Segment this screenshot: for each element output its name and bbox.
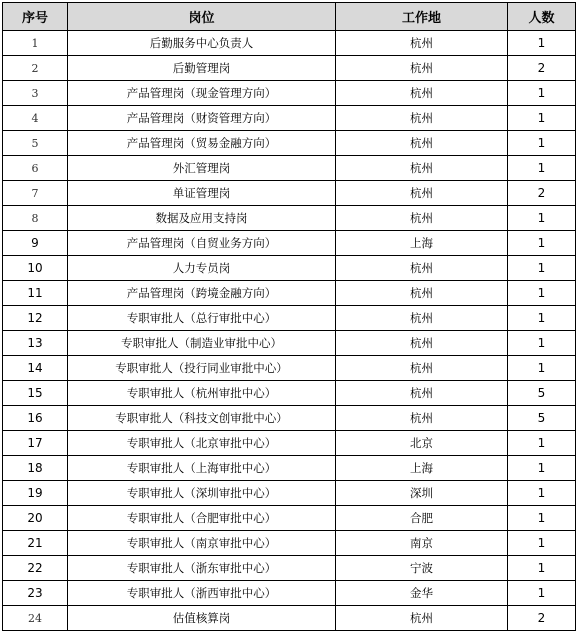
cell-index: 2 bbox=[3, 56, 68, 81]
cell-count: 5 bbox=[508, 381, 576, 406]
table-row bbox=[3, 106, 576, 131]
cell-count: 1 bbox=[508, 131, 576, 156]
cell-index: 13 bbox=[3, 331, 68, 356]
cell-location: 杭州 bbox=[336, 31, 508, 56]
cell-position: 外汇管理岗 bbox=[68, 156, 336, 181]
cell-count: 1 bbox=[508, 231, 576, 256]
table-row bbox=[3, 456, 576, 481]
cell-location: 杭州 bbox=[336, 206, 508, 231]
cell-position: 专职审批人（投行同业审批中心） bbox=[68, 356, 336, 381]
header-location: 工作地 bbox=[336, 3, 508, 31]
table-row bbox=[3, 231, 576, 256]
cell-position: 产品管理岗（财资管理方向） bbox=[68, 106, 336, 131]
cell-position: 专职审批人（科技文创审批中心） bbox=[68, 406, 336, 431]
cell-index: 5 bbox=[3, 131, 68, 156]
table-row bbox=[3, 131, 576, 156]
cell-position: 人力专员岗 bbox=[68, 256, 336, 281]
cell-position: 专职审批人（总行审批中心） bbox=[68, 306, 336, 331]
job-table-container bbox=[2, 2, 576, 631]
cell-location: 杭州 bbox=[336, 281, 508, 306]
cell-location: 杭州 bbox=[336, 56, 508, 81]
cell-index: 1 bbox=[3, 31, 68, 56]
cell-count: 1 bbox=[508, 356, 576, 381]
cell-index: 15 bbox=[3, 381, 68, 406]
header-count: 人数 bbox=[508, 3, 576, 31]
cell-count: 1 bbox=[508, 256, 576, 281]
cell-count: 1 bbox=[508, 581, 576, 606]
cell-location: 南京 bbox=[336, 531, 508, 556]
cell-position: 数据及应用支持岗 bbox=[68, 206, 336, 231]
cell-position: 产品管理岗（跨境金融方向） bbox=[68, 281, 336, 306]
table-row bbox=[3, 381, 576, 406]
cell-count: 1 bbox=[508, 556, 576, 581]
cell-index: 17 bbox=[3, 431, 68, 456]
table-row bbox=[3, 581, 576, 606]
cell-position: 后勤服务中心负责人 bbox=[68, 31, 336, 56]
cell-index: 16 bbox=[3, 406, 68, 431]
cell-position: 后勤管理岗 bbox=[68, 56, 336, 81]
cell-location: 杭州 bbox=[336, 356, 508, 381]
cell-location: 杭州 bbox=[336, 106, 508, 131]
cell-index: 18 bbox=[3, 456, 68, 481]
job-table bbox=[2, 2, 576, 631]
cell-count: 1 bbox=[508, 481, 576, 506]
cell-position: 专职审批人（合肥审批中心） bbox=[68, 506, 336, 531]
cell-location: 合肥 bbox=[336, 506, 508, 531]
cell-count: 1 bbox=[508, 106, 576, 131]
cell-index: 19 bbox=[3, 481, 68, 506]
table-header-row bbox=[3, 3, 576, 31]
cell-location: 杭州 bbox=[336, 381, 508, 406]
cell-location: 北京 bbox=[336, 431, 508, 456]
cell-count: 1 bbox=[508, 31, 576, 56]
header-index: 序号 bbox=[3, 3, 68, 31]
table-row bbox=[3, 331, 576, 356]
cell-index: 8 bbox=[3, 206, 68, 231]
table-row bbox=[3, 31, 576, 56]
table-row bbox=[3, 56, 576, 81]
cell-position: 专职审批人（上海审批中心） bbox=[68, 456, 336, 481]
cell-count: 2 bbox=[508, 181, 576, 206]
table-row bbox=[3, 506, 576, 531]
cell-position: 产品管理岗（贸易金融方向） bbox=[68, 131, 336, 156]
cell-index: 21 bbox=[3, 531, 68, 556]
table-row bbox=[3, 406, 576, 431]
cell-index: 12 bbox=[3, 306, 68, 331]
cell-location: 杭州 bbox=[336, 331, 508, 356]
header-position: 岗位 bbox=[68, 3, 336, 31]
cell-location: 杭州 bbox=[336, 406, 508, 431]
cell-count: 1 bbox=[508, 281, 576, 306]
cell-count: 2 bbox=[508, 606, 576, 631]
cell-count: 1 bbox=[508, 456, 576, 481]
cell-index: 11 bbox=[3, 281, 68, 306]
cell-index: 22 bbox=[3, 556, 68, 581]
cell-count: 5 bbox=[508, 406, 576, 431]
cell-position: 专职审批人（深圳审批中心） bbox=[68, 481, 336, 506]
cell-position: 专职审批人（杭州审批中心） bbox=[68, 381, 336, 406]
cell-position: 产品管理岗（现金管理方向） bbox=[68, 81, 336, 106]
cell-location: 杭州 bbox=[336, 306, 508, 331]
cell-location: 杭州 bbox=[336, 181, 508, 206]
cell-location: 宁波 bbox=[336, 556, 508, 581]
table-row bbox=[3, 181, 576, 206]
cell-index: 7 bbox=[3, 181, 68, 206]
cell-location: 杭州 bbox=[336, 606, 508, 631]
cell-index: 20 bbox=[3, 506, 68, 531]
cell-location: 上海 bbox=[336, 456, 508, 481]
cell-index: 14 bbox=[3, 356, 68, 381]
cell-position: 估值核算岗 bbox=[68, 606, 336, 631]
cell-count: 1 bbox=[508, 81, 576, 106]
cell-position: 专职审批人（南京审批中心） bbox=[68, 531, 336, 556]
table-row bbox=[3, 281, 576, 306]
cell-position: 专职审批人（制造业审批中心） bbox=[68, 331, 336, 356]
table-row bbox=[3, 356, 576, 381]
cell-location: 上海 bbox=[336, 231, 508, 256]
cell-count: 1 bbox=[508, 156, 576, 181]
cell-location: 杭州 bbox=[336, 131, 508, 156]
cell-position: 专职审批人（浙东审批中心） bbox=[68, 556, 336, 581]
cell-index: 23 bbox=[3, 581, 68, 606]
cell-index: 4 bbox=[3, 106, 68, 131]
table-row bbox=[3, 156, 576, 181]
table-row bbox=[3, 556, 576, 581]
cell-count: 1 bbox=[508, 206, 576, 231]
cell-count: 1 bbox=[508, 306, 576, 331]
cell-count: 1 bbox=[508, 531, 576, 556]
cell-count: 1 bbox=[508, 331, 576, 356]
table-row bbox=[3, 606, 576, 631]
cell-index: 3 bbox=[3, 81, 68, 106]
cell-location: 深圳 bbox=[336, 481, 508, 506]
table-body bbox=[3, 31, 576, 631]
cell-location: 杭州 bbox=[336, 156, 508, 181]
cell-location: 杭州 bbox=[336, 81, 508, 106]
table-row bbox=[3, 256, 576, 281]
cell-position: 专职审批人（浙西审批中心） bbox=[68, 581, 336, 606]
table-row bbox=[3, 531, 576, 556]
table-row bbox=[3, 306, 576, 331]
cell-position: 专职审批人（北京审批中心） bbox=[68, 431, 336, 456]
table-row bbox=[3, 481, 576, 506]
cell-location: 杭州 bbox=[336, 256, 508, 281]
table-row bbox=[3, 81, 576, 106]
cell-position: 产品管理岗（自贸业务方向） bbox=[68, 231, 336, 256]
cell-count: 1 bbox=[508, 431, 576, 456]
cell-location: 金华 bbox=[336, 581, 508, 606]
cell-index: 9 bbox=[3, 231, 68, 256]
cell-count: 2 bbox=[508, 56, 576, 81]
cell-index: 10 bbox=[3, 256, 68, 281]
cell-index: 6 bbox=[3, 156, 68, 181]
cell-index: 24 bbox=[3, 606, 68, 631]
cell-position: 单证管理岗 bbox=[68, 181, 336, 206]
cell-count: 1 bbox=[508, 506, 576, 531]
table-row bbox=[3, 206, 576, 231]
table-row bbox=[3, 431, 576, 456]
